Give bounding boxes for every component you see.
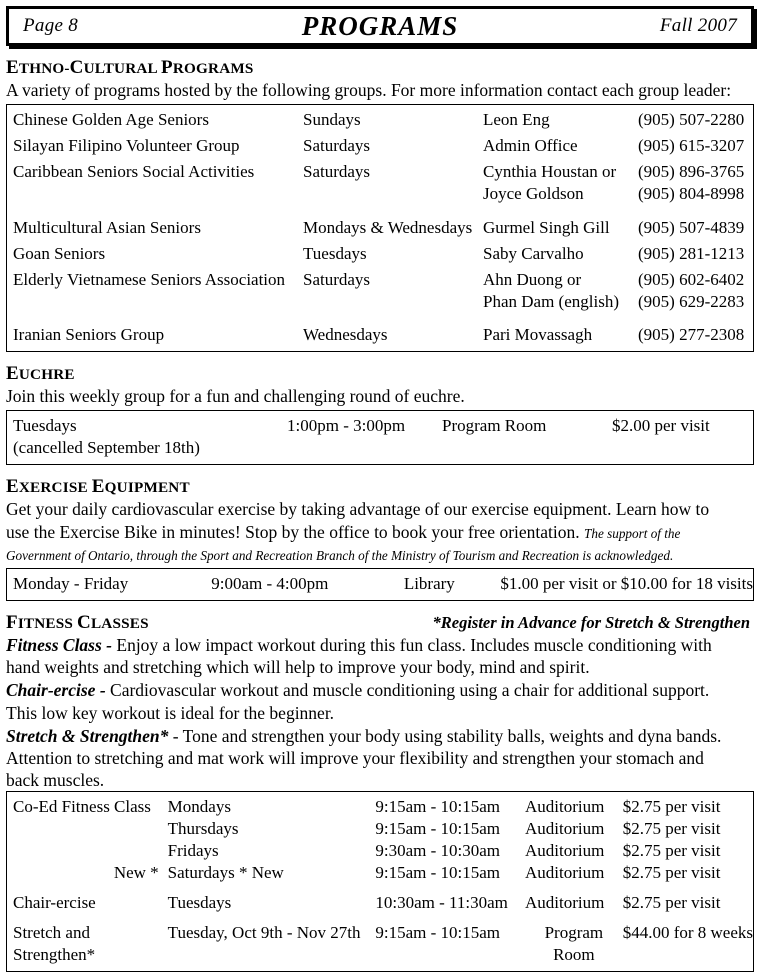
- heading-cap-c: C: [69, 57, 84, 78]
- page-title: PROGRAMS: [301, 10, 459, 41]
- heading-smallcaps-ultural: ULTURAL: [83, 60, 162, 77]
- description-body: - Tone and strengthen your body using stability balls, weights and dyna bands. Attention to stretching and mat work will improve your flexibility and strengthen your stomach and back muscles.: [6, 725, 722, 791]
- section-heading-ethno-cultural: [6, 58, 754, 78]
- class-room: Auditorium: [525, 796, 605, 816]
- euchre-price: $2.00 per visit: [612, 416, 710, 436]
- exercise-intro-body: Get your daily cardiovascular exercise by taking advantage of our exercise equipment. Learn how to use the Exercise Bike in minutes! Stop by the office to book your free orientation.: [6, 499, 710, 542]
- class-day: Saturdays * New: [167, 862, 284, 882]
- class-price: $2.75 per visit: [622, 818, 721, 838]
- group-phone: (905) 896-3765: [638, 162, 745, 182]
- class-price: $2.75 per visit: [622, 892, 721, 912]
- group-day: Sundays: [303, 110, 361, 130]
- class-price: $2.75 per visit: [622, 840, 721, 860]
- table-row: [7, 157, 753, 183]
- class-time: 10:30am - 11:30am: [375, 892, 508, 912]
- spacer-cell: [7, 291, 303, 313]
- spacer-cell: [287, 437, 442, 464]
- group-phone: (905) 602-6402: [638, 269, 745, 289]
- group-phone: (905) 615-3207: [638, 136, 745, 156]
- ethno-intro-text: A variety of programs hosted by the following groups. For more information contact each group leader:: [6, 79, 732, 100]
- class-day: Fridays: [167, 840, 219, 860]
- class-time: 9:15am - 10:15am: [375, 818, 501, 838]
- class-room: Auditorium: [525, 840, 605, 860]
- spacer-cell: [612, 437, 753, 464]
- table-row-continuation: [7, 291, 753, 313]
- table-row: [7, 131, 753, 157]
- table-row: [7, 239, 753, 265]
- class-name: [7, 818, 168, 840]
- heading-cap-e: E: [6, 476, 19, 498]
- group-name: Caribbean Seniors Social Activities: [13, 162, 255, 182]
- group-day: Saturdays: [303, 162, 371, 182]
- group-name: Iranian Seniors Group: [13, 324, 165, 344]
- heading-smallcaps-rograms: ROGRAMS: [172, 60, 254, 77]
- section-heading-euchre: [6, 364, 754, 384]
- group-phone: (905) 277-2308: [638, 324, 745, 344]
- euchre-time: 1:00pm - 3:00pm: [287, 416, 406, 436]
- heading-smallcaps-lasses: LASSES: [90, 615, 149, 633]
- group-day: Mondays & Wednesdays: [303, 217, 473, 237]
- fitness-heading-row: [6, 613, 754, 633]
- class-name: [7, 840, 168, 862]
- table-row: [7, 569, 753, 600]
- euchre-day: Tuesdays: [13, 416, 77, 436]
- heading-cap-f: F: [6, 612, 18, 634]
- exercise-intro-text: [6, 498, 754, 565]
- class-name: Stretch and: [13, 923, 90, 943]
- newsletter-page: [0, 6, 760, 978]
- group-contact: Leon Eng: [483, 110, 550, 130]
- register-in-advance-note: *Register in Advance for Stretch & Strengthen: [432, 613, 750, 633]
- table-row: [7, 792, 753, 818]
- heading-cap-p: P: [161, 57, 173, 78]
- exercise-acknowledgement: The support of the Government of Ontario, through the Sport and Recreation Branch of the Ministry of Tourism and Recreation is acknowledged.: [6, 525, 681, 563]
- table-row: [7, 324, 753, 351]
- table-row-continuation: [7, 944, 753, 971]
- fitness-description-stretch-strengthen: [6, 725, 754, 792]
- fitness-classes-table: [6, 791, 754, 973]
- fitness-description-fitness-class: [6, 634, 754, 678]
- group-contact: Gurmel Singh Gill: [483, 217, 610, 237]
- ethno-cultural-table: [6, 104, 754, 352]
- exercise-time: 9:00am - 4:00pm: [211, 573, 329, 593]
- class-time: 9:15am - 10:15am: [375, 796, 501, 816]
- heading-smallcaps-thno: THNO-: [18, 60, 70, 77]
- class-time: 9:15am - 10:15am: [375, 862, 501, 882]
- table-row: [7, 892, 753, 914]
- heading-cap-c: C: [77, 612, 91, 634]
- table-row: [7, 411, 753, 437]
- class-name-secondary: Strengthen*: [13, 945, 96, 965]
- group-day: Saturdays: [303, 269, 371, 289]
- spacer-cell: [7, 183, 303, 205]
- group-day: Saturdays: [303, 136, 371, 156]
- class-day: Tuesday, Oct 9th - Nov 27th: [167, 923, 361, 943]
- heading-cap-e: E: [6, 57, 19, 78]
- issue-term-label: Fall 2007: [659, 15, 737, 36]
- table-row: [7, 862, 753, 884]
- class-name: Co-Ed Fitness Class: [13, 796, 151, 816]
- class-price: $2.75 per visit: [622, 796, 721, 816]
- table-row-continuation: [7, 183, 753, 205]
- euchre-intro-text: Join this weekly group for a fun and challenging round of euchre.: [6, 385, 465, 406]
- exercise-equipment-table: [6, 568, 754, 601]
- group-contact-secondary: Joyce Goldson: [483, 184, 584, 204]
- fitness-description-chair-ercise: [6, 679, 754, 723]
- spacer-cell: [303, 291, 483, 313]
- table-row: [7, 265, 753, 291]
- description-lead: Chair-ercise -: [6, 680, 106, 701]
- group-day: Wednesdays: [303, 324, 388, 344]
- group-contact: Ahn Duong or: [483, 269, 582, 289]
- group-phone: (905) 507-4839: [638, 217, 745, 237]
- row-spacer: [7, 914, 753, 922]
- exercise-room: Library: [403, 573, 455, 593]
- table-row: [7, 840, 753, 862]
- group-phone: (905) 281-1213: [638, 243, 745, 263]
- description-body: Cardiovascular workout and muscle conditioning using a chair for additional support. This low key workout is ideal for the beginner.: [6, 680, 710, 723]
- group-contact: Cynthia Houstan or: [483, 162, 617, 182]
- group-contact: Saby Carvalho: [483, 243, 584, 263]
- spacer-cell: [442, 437, 612, 464]
- group-phone-secondary: (905) 629-2283: [638, 291, 745, 311]
- group-name: Elderly Vietnamese Seniors Association: [13, 269, 286, 289]
- class-time: 9:30am - 10:30am: [375, 840, 501, 860]
- heading-smallcaps-quipment: QUIPMENT: [104, 479, 190, 497]
- heading-smallcaps-itness: ITNESS: [17, 615, 78, 633]
- class-day: Tuesdays: [167, 892, 232, 912]
- table-row: [7, 922, 753, 944]
- spacer-cell: [303, 183, 483, 205]
- page-masthead: [6, 6, 754, 46]
- group-name: Goan Seniors: [13, 243, 106, 263]
- group-name: Silayan Filipino Volunteer Group: [13, 136, 240, 156]
- spacer-cell: [168, 944, 376, 971]
- group-phone-secondary: (905) 804-8998: [638, 184, 745, 204]
- class-room: Program: [544, 923, 604, 943]
- class-day: Mondays: [167, 796, 231, 816]
- table-row-continuation: [7, 437, 753, 464]
- row-spacer: [7, 313, 753, 324]
- euchre-room: Program Room: [442, 416, 547, 436]
- row-spacer: [7, 206, 753, 217]
- class-time: 9:15am - 10:15am: [375, 923, 501, 943]
- exercise-price: $1.00 per visit or $10.00 for 18 visits: [500, 573, 753, 593]
- euchre-day-note: (cancelled September 18th): [13, 438, 200, 458]
- group-contact-secondary: Phan Dam (english): [483, 291, 619, 311]
- section-heading-fitness-classes: [6, 613, 149, 633]
- description-body: Enjoy a low impact workout during this fun class. Includes muscle conditioning with hand weights and stretching which will help to improve your body, mind and spirit.: [6, 635, 712, 678]
- class-new-marker: New *: [113, 862, 159, 882]
- heading-cap-e: E: [6, 363, 19, 384]
- class-day: Thursdays: [167, 818, 239, 838]
- exercise-day: Monday - Friday: [13, 573, 129, 593]
- table-row: [7, 217, 753, 239]
- class-price: $44.00 for 8 weeks: [622, 923, 753, 943]
- group-name: Chinese Golden Age Seniors: [13, 110, 209, 130]
- class-room-secondary: Room: [553, 945, 595, 965]
- heading-cap-e2: E: [91, 476, 105, 498]
- row-spacer: [7, 884, 753, 892]
- heading-smallcaps-uchre: UCHRE: [18, 366, 75, 383]
- class-room: Auditorium: [525, 862, 605, 882]
- group-contact: Pari Movassagh: [483, 324, 593, 344]
- class-price: $2.75 per visit: [622, 862, 721, 882]
- group-contact: Admin Office: [483, 136, 578, 156]
- description-lead: Stretch & Strengthen*: [6, 725, 169, 746]
- section-heading-exercise-equipment: [6, 477, 754, 497]
- page-number-label: Page 8: [23, 15, 79, 36]
- table-row: [7, 105, 753, 131]
- table-row: [7, 818, 753, 840]
- description-lead: Fitness Class -: [6, 635, 112, 656]
- class-name: Chair-ercise: [13, 892, 96, 912]
- spacer-cell: [375, 944, 525, 971]
- class-room: Auditorium: [525, 892, 605, 912]
- spacer-cell: [623, 944, 753, 971]
- heading-smallcaps-xercise: XERCISE: [18, 479, 92, 497]
- group-day: Tuesdays: [303, 243, 367, 263]
- group-phone: (905) 507-2280: [638, 110, 745, 130]
- euchre-table: [6, 410, 754, 465]
- group-name: Multicultural Asian Seniors: [13, 217, 201, 237]
- class-room: Auditorium: [525, 818, 605, 838]
